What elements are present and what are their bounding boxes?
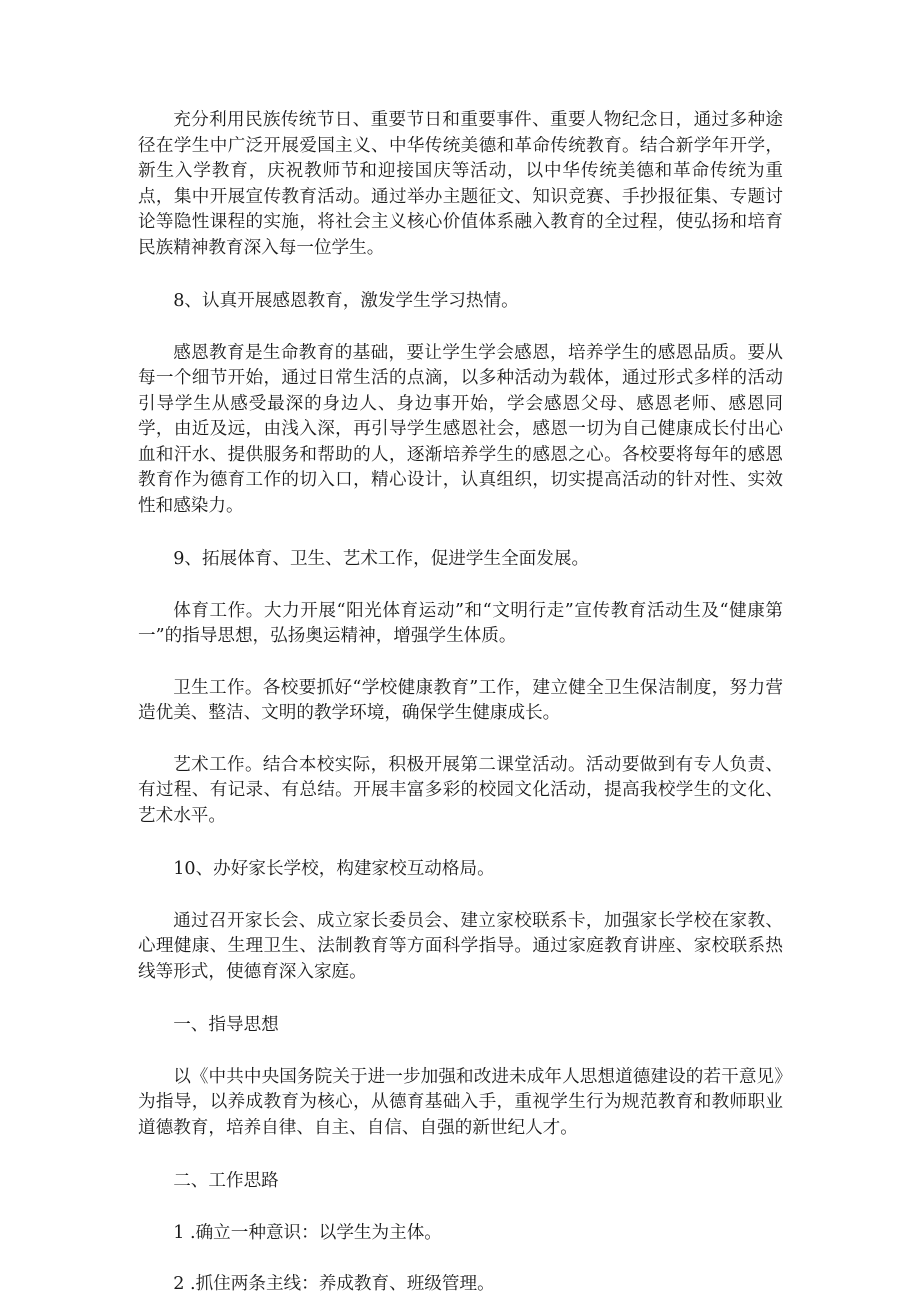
list-item-awareness: 1 .确立一种意识：以学生为主体。 — [173, 1222, 442, 1243]
paragraph-traditional-education: 充分利用民族传统节日、重要节日和重要事件、重要人物纪念日，通过多种途径在学生中广泛开展爱国主义、中华传统美德和革命传统教育。结合新学年开学，新生入学教育，庆祝教师节和迎接国庆等活动，以中华传统美德和革命传统为重点，集中开展宣传教育活动。通过举办主题征文、知识竞赛、手抄报征集、专题讨论等隐性课程的实施，将社会主义核心价值体系融入教育的全过程，使弘扬和培育民族精神教育深入每一位学生。 — [138, 110, 783, 258]
list-item-main-lines: 2 .抓住两条主线：养成教育、班级管理。 — [173, 1274, 495, 1294]
document-page — [138, 108, 783, 1298]
heading-guiding-ideology: 一、指导思想 — [173, 1015, 279, 1035]
paragraph-gratitude-education: 感恩教育是生命教育的基础，要让学生学会感恩，培养学生的感恩品质。要从每一个细节开始，通过日常生活的点滴，以多种活动为载体，通过形式多样的活动引导学生从感受最深的身边人、身边事开始，学会感恩父母、感恩老师、感恩同学，由近及远，由浅入深，再引导学生感恩社会，感恩一切为自己健康成长付出心血和汗水、提供服务和帮助的人，逐渐培养学生的感恩之心。各校要将每年的感恩教育作为德育工作的切入口，精心设计，认真组织，切实提高活动的针对性、实效性和感染力。 — [138, 342, 783, 516]
paragraph-health-work: 卫生工作。各校要抓好“学校健康教育”工作，建立健全卫生保洁制度，努力营造优美、整洁、文明的教学环境，确保学生健康成长。 — [138, 677, 783, 723]
heading-parent-school: 10、办好家长学校，构建家校互动格局。 — [173, 859, 495, 879]
heading-sports-health-arts: 9、拓展体育、卫生、艺术工作，促进学生全面发展。 — [173, 549, 590, 569]
paragraph-arts-work: 艺术工作。结合本校实际，积极开展第二课堂活动。活动要做到有专人负责、有过程、有记录、有总结。开展丰富多彩的校园文化活动，提高我校学生的文化、艺术水平。 — [138, 754, 783, 826]
heading-work-approach: 二、工作思路 — [173, 1171, 279, 1191]
paragraph-guiding-ideology: 以《中共中央国务院关于进一步加强和改进未成年人思想道德建设的若干意见》为指导，以养成教育为核心，从德育基础入手，重视学生行为规范教育和教师职业道德教育，培养自律、自主、自信、自强的新世纪人才。 — [138, 1066, 783, 1138]
paragraph-parent-school: 通过召开家长会、成立家长委员会、建立家校联系卡，加强家长学校在家教、心理健康、生理卫生、法制教育等方面科学指导。通过家庭教育讲座、家校联系热线等形式，使德育深入家庭。 — [138, 910, 783, 982]
heading-gratitude-education: 8、认真开展感恩教育，激发学生学习热情。 — [173, 291, 519, 311]
paragraph-sports-work: 体育工作。大力开展“阳光体育运动”和“文明行走”宣传教育活动生及“健康第一”的指导思想，弘扬奥运精神，增强学生体质。 — [138, 600, 783, 646]
